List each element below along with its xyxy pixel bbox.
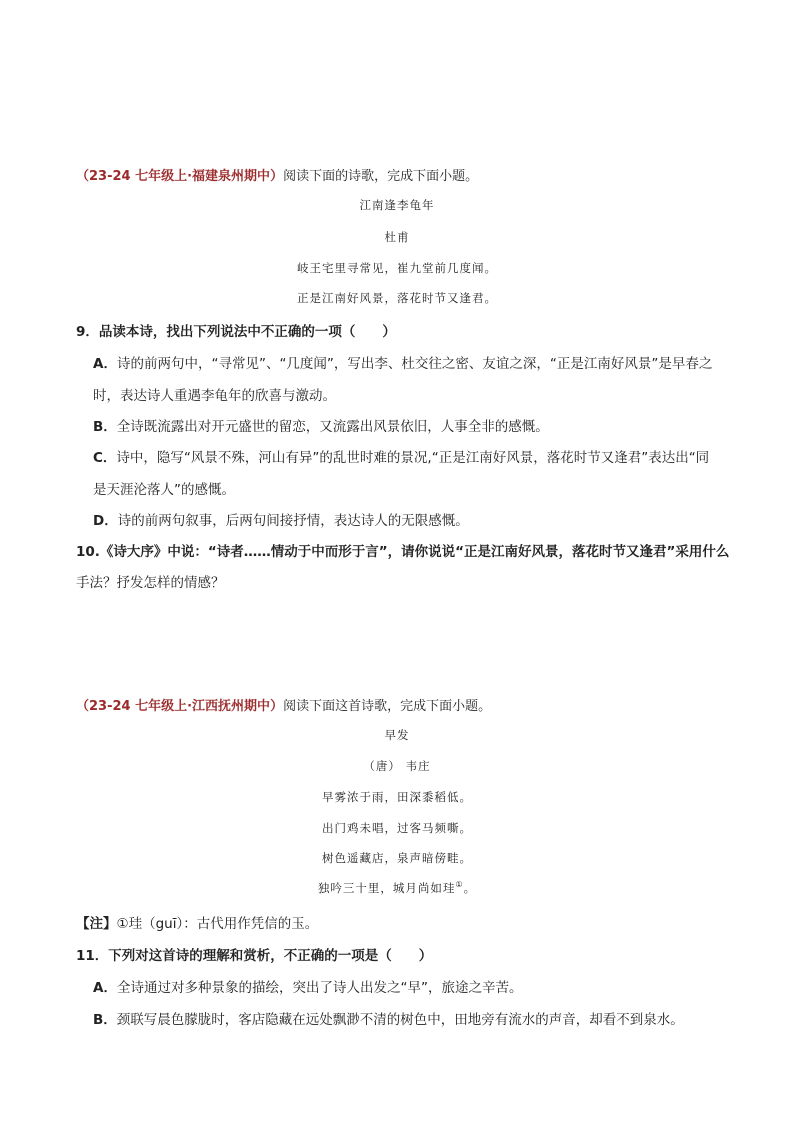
option-c-cont: 是天涯沦落人”的感慨。	[93, 482, 235, 498]
question-9-stem: 9．品读本诗，找出下列说法中不正确的一项（ ）	[76, 324, 396, 340]
poem-line: 早雾浓于雨，田深黍稻低。	[322, 790, 472, 804]
note-text: ①珪（guī）：古代用作凭信的玉。	[116, 916, 319, 932]
poem-line: 正是江南好风景，落花时节又逢君。	[297, 291, 497, 305]
poem-author: （唐） 韦庄	[363, 759, 431, 773]
option-text: 全诗通过对多种景象的描绘，突出了诗人出发之“早”，旅途之辛苦。	[116, 980, 523, 996]
option-c	[93, 446, 709, 466]
poem-line-text: 独吟三十里，城月尚如珪	[317, 881, 456, 895]
note-label: 【注】	[76, 916, 117, 932]
poem-line-punct: 。	[463, 881, 477, 895]
source-line-2	[76, 695, 491, 714]
source-close: ）	[270, 699, 284, 714]
footnote-mark: ①	[455, 880, 464, 890]
option-letter: A．	[93, 980, 117, 996]
option-letter: D．	[93, 513, 118, 529]
question-11-stem: 11．下列对这首诗的理解和赏析，不正确的一项是（ ）	[76, 948, 433, 964]
option-text: 诗中，隐写“风景不殊，河山有异”的乱世时难的景况,“正是江南好风景，落花时节又逢君”表达出“同	[116, 450, 710, 466]
option-letter: B．	[93, 419, 117, 435]
source-line-1	[76, 165, 478, 184]
option-text: 颈联写晨色朦胧时，客店隐藏在远处飘渺不清的树色中，田地旁有流水的声音，却看不到泉水。	[116, 1012, 684, 1028]
question-10-text: 10.《诗大序》中说：“诗者……情动于中而形于言”，请你说说“正是江南好风景，落花时节又逢君”采用什么	[76, 544, 730, 560]
option-a-cont: 时，表达诗人重遇李龟年的欣喜与激动。	[93, 388, 336, 404]
option-a	[93, 976, 522, 996]
option-a	[93, 352, 712, 372]
source-intro: 阅读下面这首诗歌，完成下面小题。	[283, 699, 492, 714]
option-b	[93, 415, 549, 435]
poem-line: 出门鸡未唱，过客马频嘶。	[322, 821, 472, 835]
poem-line: 树色遥藏店，泉声暗傍畦。	[322, 851, 472, 865]
source-open: （	[76, 699, 90, 714]
question-10-line	[76, 540, 729, 560]
poem-title: 早发	[384, 728, 410, 742]
source-tag: 23-24 七年级上·江西抚州期中	[89, 699, 271, 714]
source-close: ）	[270, 169, 284, 184]
source-intro: 阅读下面的诗歌，完成下面小题。	[283, 169, 479, 184]
option-letter: A．	[93, 356, 117, 372]
option-d	[93, 509, 469, 529]
poem-line: 岐王宅里寻常见，崔九堂前几度闻。	[297, 261, 497, 275]
option-text: 诗的前两句叙事，后两句间接抒情，表达诗人的无限感慨。	[117, 513, 469, 529]
poem-line-last	[0, 880, 794, 896]
note	[76, 912, 318, 932]
question-10-line-2: 手法？抒发怎样的情感？	[76, 575, 225, 591]
option-text: 诗的前两句中，“寻常见”、“几度闻”，写出李、杜交往之密、友谊之深，“正是江南好风景”是早春之	[116, 356, 713, 372]
option-text: 全诗既流露出对开元盛世的留恋，又流露出风景依旧，人事全非的感慨。	[116, 419, 549, 435]
poem-title: 江南逢李龟年	[359, 198, 435, 212]
option-letter: B．	[93, 1012, 117, 1028]
option-letter: C．	[93, 450, 117, 466]
source-open: （	[76, 169, 90, 184]
poem-author: 杜甫	[384, 230, 410, 244]
source-tag: 23-24 七年级上·福建泉州期中	[89, 169, 271, 184]
option-b	[93, 1008, 684, 1028]
